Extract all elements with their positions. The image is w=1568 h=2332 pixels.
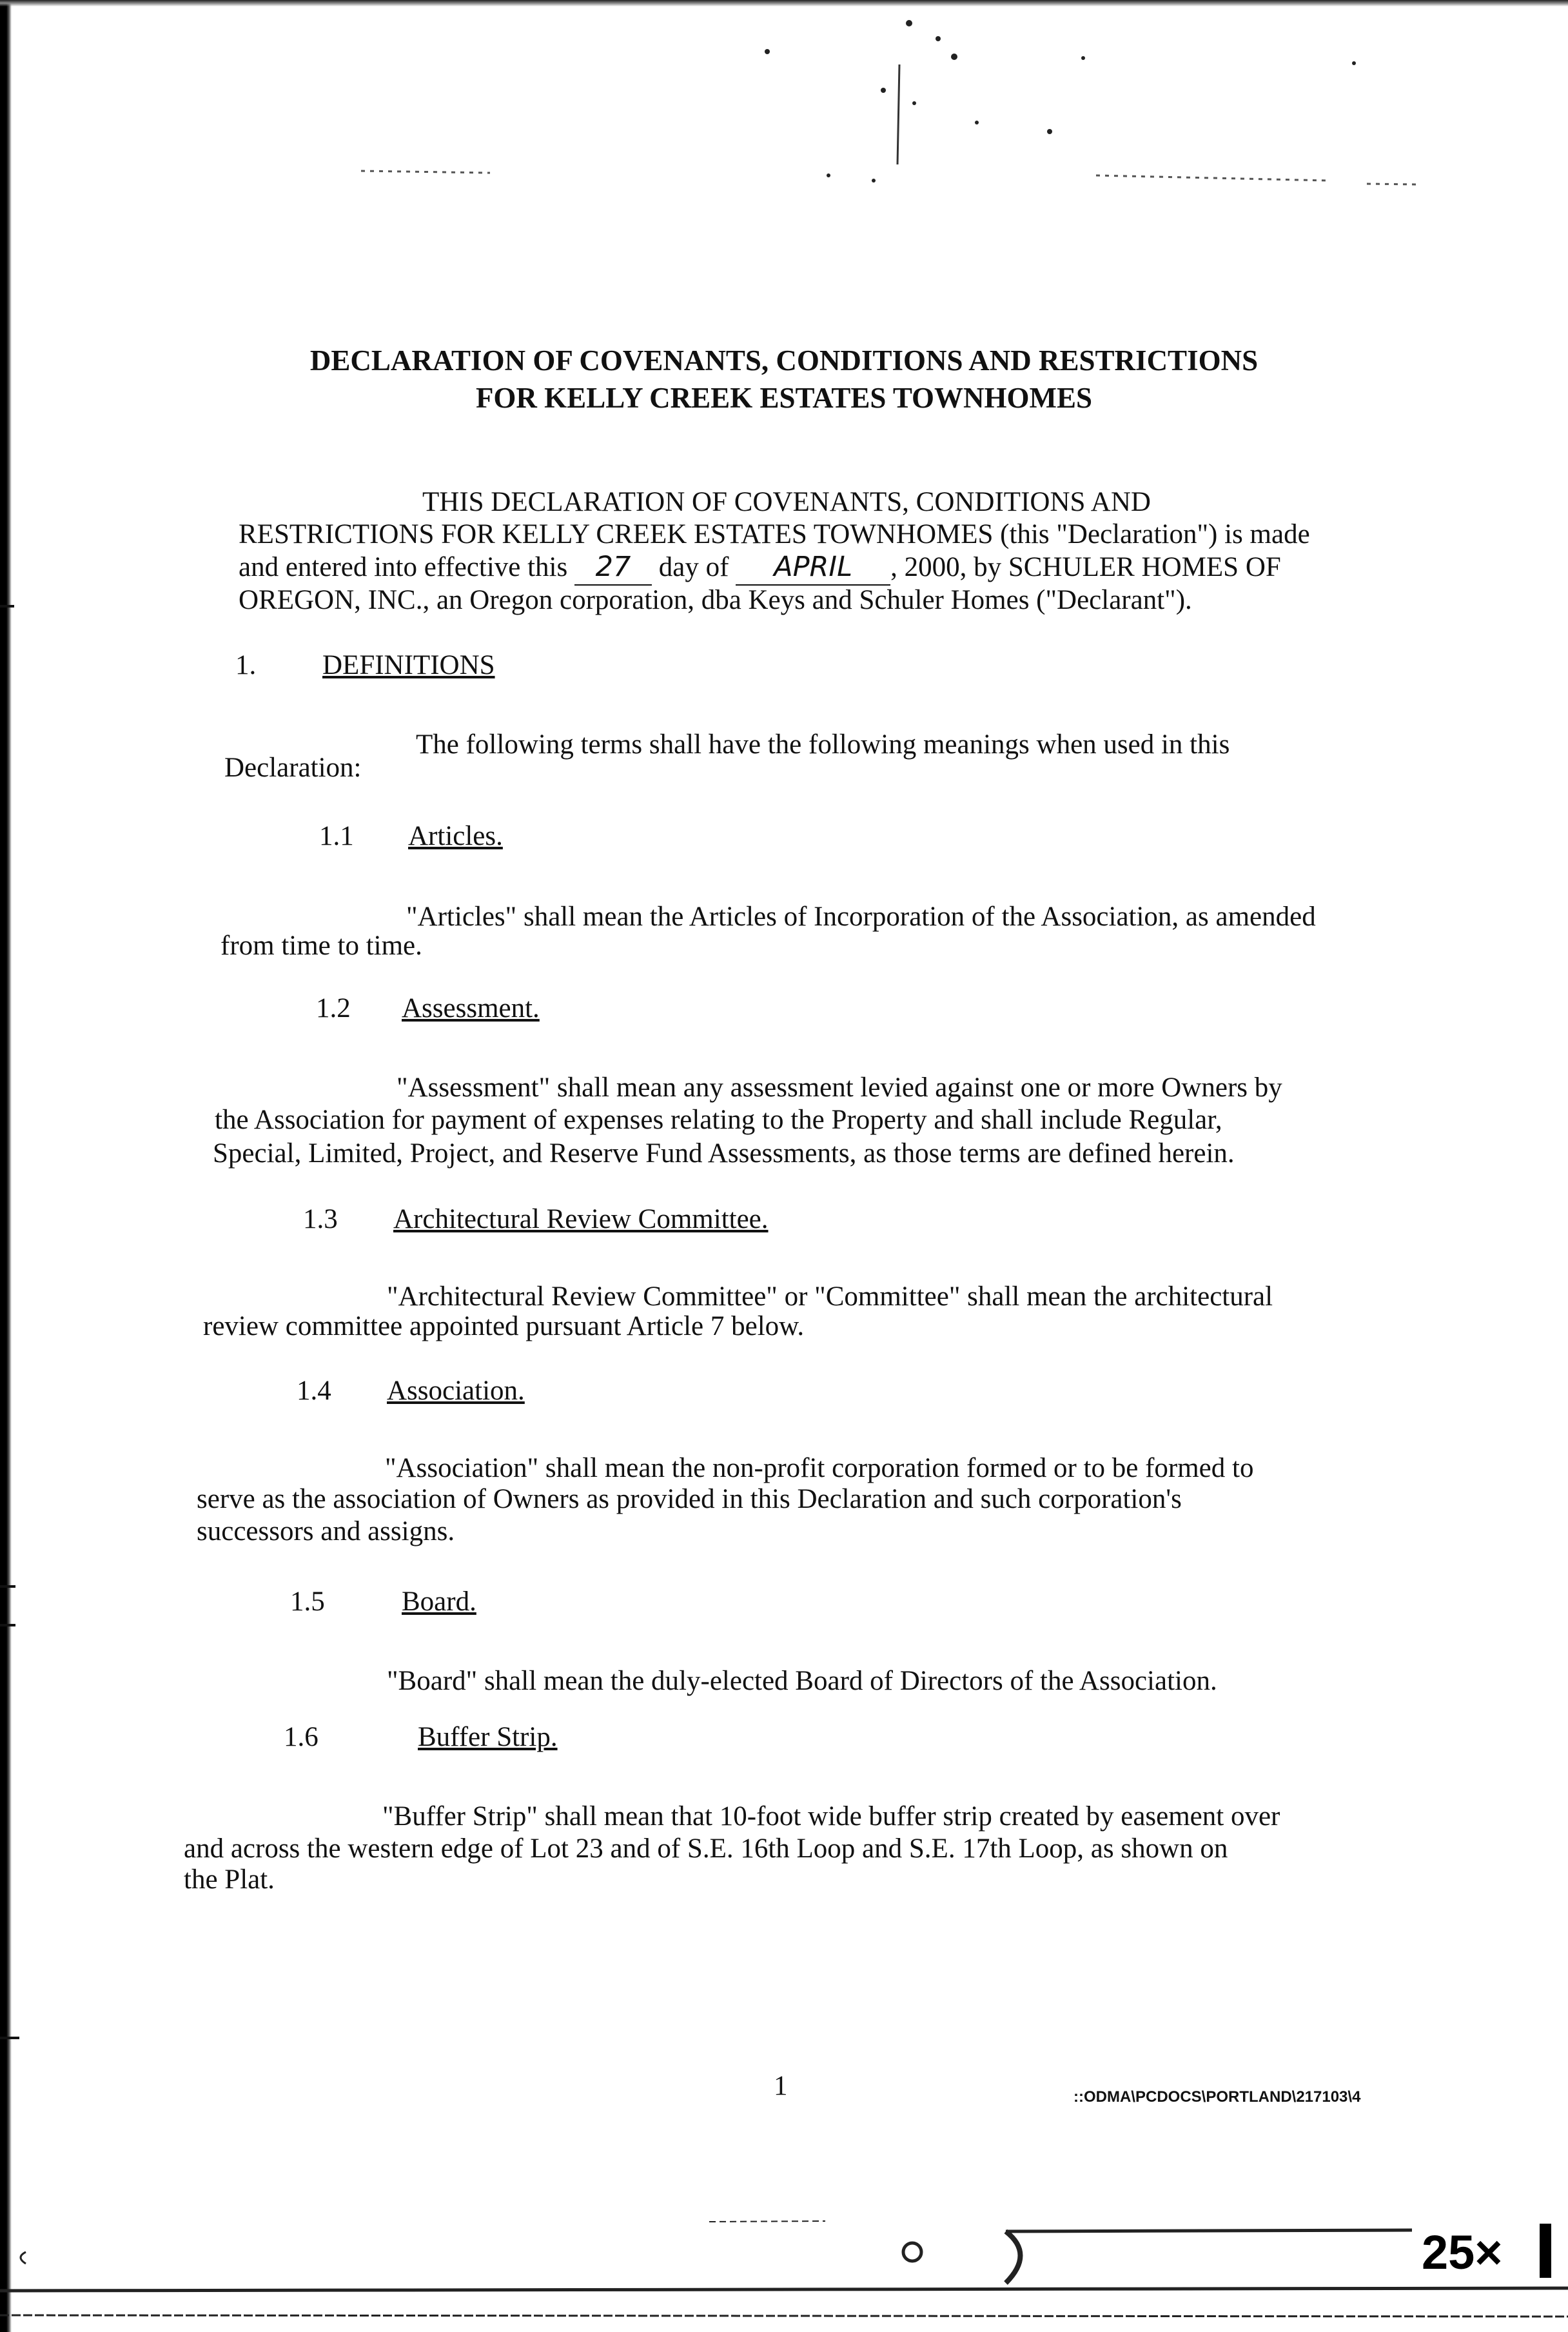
article-title: DEFINITIONS — [322, 650, 495, 680]
preamble-line-4: OREGON, INC., an Oregon corporation, dba Keys and Schuler Homes ("Declarant"). — [239, 585, 1192, 615]
scan-stamp: 25× — [1422, 2226, 1503, 2279]
article-intro-line-1: The following terms shall have the following meanings when used in this — [416, 729, 1230, 760]
section-number: 1.1 — [319, 821, 354, 851]
section-number: 1.6 — [284, 1722, 318, 1752]
section-text-line: "Architectural Review Committee" or "Committee" shall mean the architectural — [387, 1281, 1273, 1312]
section-title: Assessment. — [402, 993, 540, 1023]
scan-scratch — [897, 64, 899, 164]
preamble-text-b: day of — [658, 552, 729, 582]
section-text-line: and across the western edge of Lot 23 and of S.E. 16th Loop and S.E. 17th Loop, as shown on — [184, 1833, 1228, 1864]
section-title: Association. — [387, 1376, 525, 1406]
document-reference: ::ODMA\PCDOCS\PORTLAND\217103\4 — [1073, 2088, 1361, 2106]
preamble-line-3 — [239, 549, 1281, 586]
section-text-line: "Buffer Strip" shall mean that 10-foot wide buffer strip created by easement over — [382, 1801, 1280, 1832]
section-text-line: successors and assigns. — [197, 1516, 455, 1546]
scan-noise-band — [361, 171, 1418, 184]
section-text-line: from time to time. — [220, 931, 422, 961]
bottom-scan-lines — [0, 2221, 1568, 2317]
title-line-2: FOR KELLY CREEK ESTATES TOWNHOMES — [475, 382, 1093, 414]
section-text-line: review committee appointed pursuant Article 7 below. — [203, 1311, 805, 1341]
document-title — [0, 342, 1568, 417]
section-title: Architectural Review Committee. — [393, 1204, 769, 1234]
handwritten-day: 27 — [574, 549, 652, 586]
section-text-line: the Plat. — [184, 1864, 275, 1895]
section-title: Buffer Strip. — [418, 1722, 558, 1752]
handwritten-month: APRIL — [736, 549, 890, 586]
article-intro-line-2: Declaration: — [224, 753, 362, 783]
left-edge-ticks — [0, 606, 19, 2038]
scan-specks-top — [765, 20, 1356, 183]
preamble-text-c: , 2000, by SCHULER HOMES OF — [890, 552, 1281, 582]
preamble-line-2: RESTRICTIONS FOR KELLY CREEK ESTATES TOWNHOMES (this "Declaration") is made — [239, 519, 1310, 549]
section-text-line: the Association for payment of expenses relating to the Property and shall include Regular, — [215, 1105, 1222, 1135]
section-title: Articles. — [408, 821, 503, 851]
section-text-line: "Association" shall mean the non-profit corporation formed or to be formed to — [385, 1453, 1254, 1483]
preamble-text-a: and entered into effective this — [239, 552, 568, 582]
section-text-line: Special, Limited, Project, and Reserve Fund Assessments, as those terms are defined herein. — [213, 1138, 1235, 1169]
article-number: 1. — [235, 650, 257, 680]
section-title: Board. — [402, 1586, 476, 1617]
section-text-line: "Assessment" shall mean any assessment levied against one or more Owners by — [397, 1072, 1282, 1103]
preamble-line-1: THIS DECLARATION OF COVENANTS, CONDITIONS AND — [422, 487, 1151, 517]
stamp-bar — [1540, 2224, 1551, 2278]
section-text-line: serve as the association of Owners as provided in this Declaration and such corporation's — [197, 1484, 1182, 1514]
section-number: 1.4 — [297, 1376, 331, 1406]
title-line-1: DECLARATION OF COVENANTS, CONDITIONS AND RESTRICTIONS — [309, 344, 1259, 377]
page-number: 1 — [774, 2071, 788, 2101]
section-number: 1.3 — [303, 1204, 338, 1234]
section-number: 1.5 — [290, 1586, 325, 1617]
section-number: 1.2 — [316, 993, 351, 1023]
section-text-line: "Articles" shall mean the Articles of Incorporation of the Association, as amended — [406, 902, 1316, 932]
section-text-line: "Board" shall mean the duly-elected Board of Directors of the Association. — [387, 1666, 1217, 1696]
